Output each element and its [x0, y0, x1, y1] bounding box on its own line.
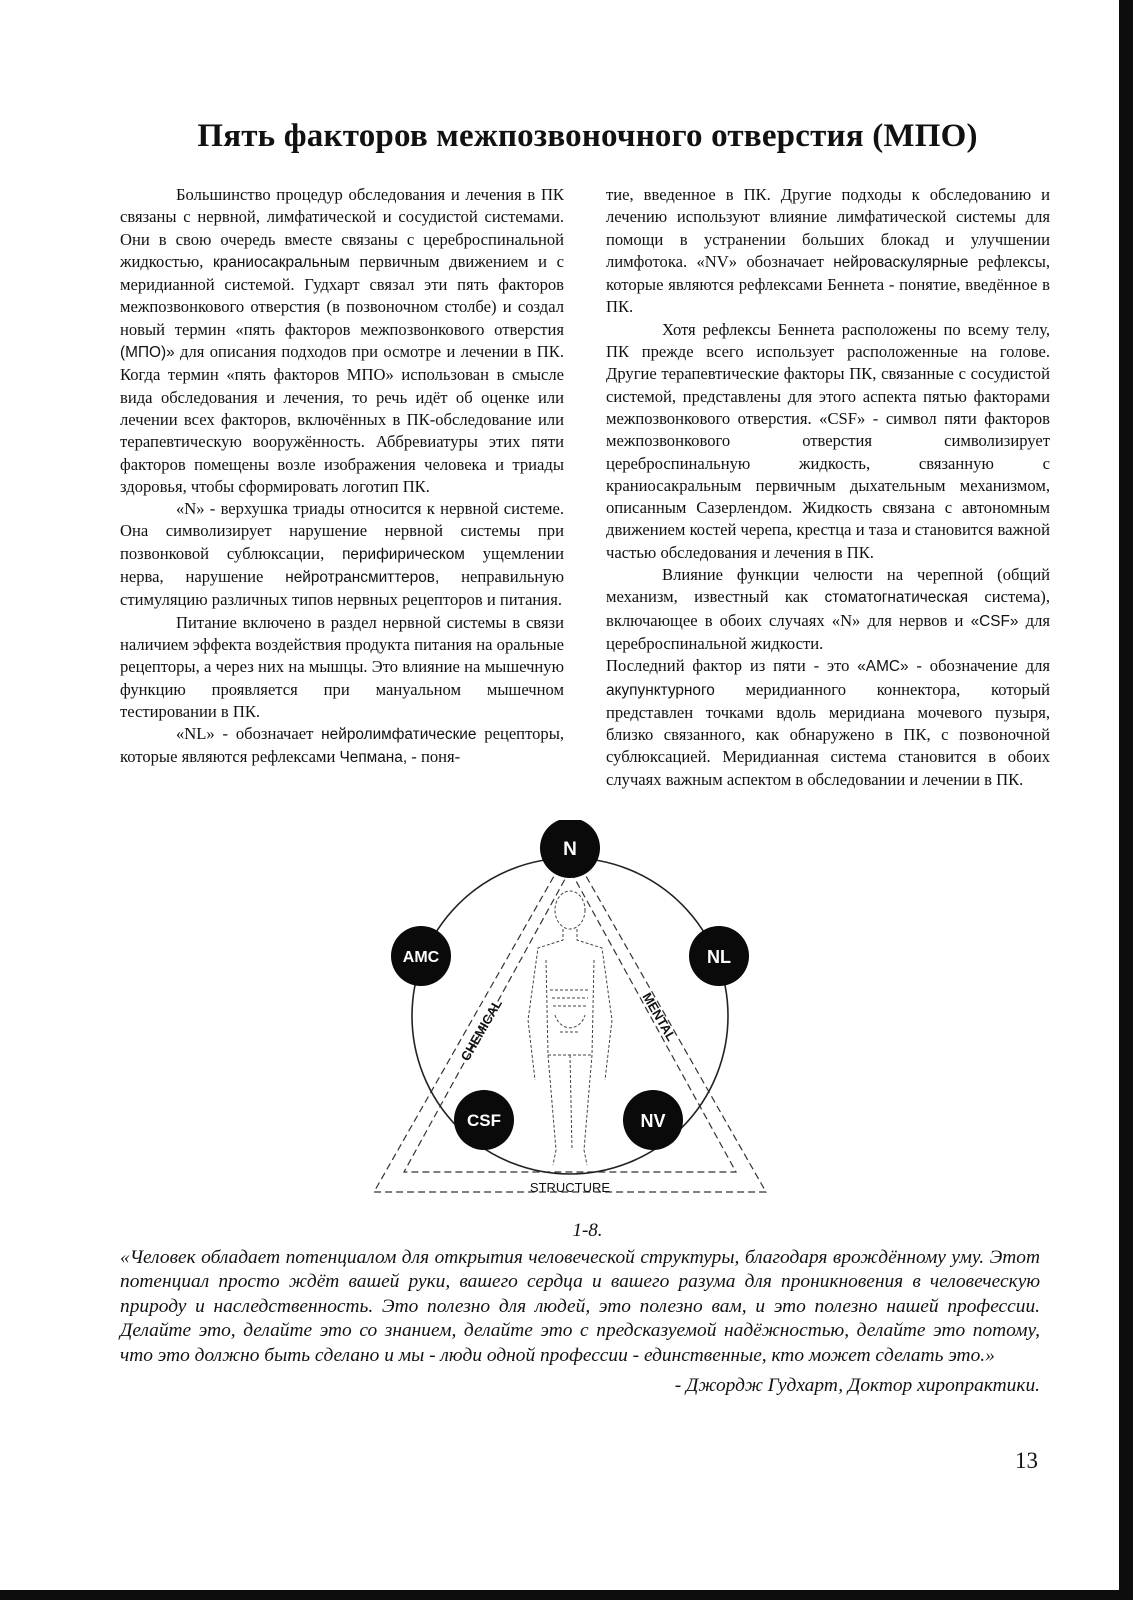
node-nv	[623, 1090, 683, 1150]
left-paragraph-4	[120, 723, 564, 770]
quote-block	[120, 1246, 1040, 1398]
term-craniosacral: краниосакральным	[213, 253, 350, 271]
node-nl-label: NL	[707, 947, 731, 967]
right-paragraph-3	[606, 564, 1050, 655]
node-csf-label: CSF	[467, 1111, 501, 1130]
page-number: 13	[1015, 1448, 1038, 1473]
scan-edge-right	[1119, 0, 1133, 1600]
text-run: первичным движением и с меридианной системой. Гудхарт связал эти пять факторов межпозвонкового отверстия (в позвоночном столбе) и создал новый термин «пять факторов межпозвонкового отверстия	[120, 251, 564, 339]
human-figure	[528, 891, 612, 1165]
text-run: Последний фактор из пяти - это	[606, 656, 858, 676]
quote-signature: - Джордж Гудхарт, Доктор хиропрактики.	[674, 1375, 1040, 1397]
term-neurovascular: нейроваскулярные	[833, 253, 969, 271]
node-nv-label: NV	[640, 1111, 666, 1131]
text-run: система), включающее в обоих случаях «N» для нервов и	[606, 587, 1050, 630]
term-chapman: Чепмана,	[339, 749, 408, 767]
text-run: «NL» - обозначает	[176, 724, 322, 744]
text-run: - обозначение для	[908, 656, 1050, 676]
text-run: Большинство процедур обследования и лечения в ПК связаны с нервной, лимфатической и сосудистой системами. Они в свою очередь вместе связаны с цереброспинальной жидкостью,	[120, 185, 564, 271]
text-run: - поня-	[407, 747, 461, 767]
ipf-logo-diagram	[360, 820, 800, 1220]
node-n	[540, 820, 600, 878]
node-amc-label: AMC	[402, 949, 440, 966]
text-run: неправильную стимуляцию различных типов нервных рецепторов и питания.	[120, 567, 564, 610]
left-column	[120, 184, 564, 770]
triad-triangle	[374, 848, 766, 1192]
right-paragraph-1	[606, 184, 1050, 319]
node-n-label: N	[563, 839, 577, 860]
right-paragraph-2: Хотя рефлексы Беннета расположены по всему телу, ПК прежде всего использует расположенные на голове. Другие терапевтические факторы ПК, связанные с сосудистой системой, представлены для этого аспекта пятью факторами межпозвонкового отверстия. «CSF» - символ пяти факторов межпозвонкового отверстия символизирует цереброспинальную жидкость, связанную с краниосакральным первичным дыхательным механизмом, описанным Сазерлендом. Жидкость связана с автономным движением костей черепа, крестца и таза и становится важной частью обследования и лечения в ПК.	[606, 319, 1050, 562]
text-run: меридианного коннектора, который представлен точками вдоль меридиана мочевого пузыря, близко связанного, как обнаружено в ПК, с позвоночной сублюксацией. Меридианная система становится в обоих случаях важным аспектом в обследовании и лечении в ПК.	[606, 679, 1050, 789]
term-ifo: (МПО)»	[120, 344, 175, 362]
right-column	[606, 184, 1050, 791]
label-mental: MENTAL	[639, 990, 679, 1044]
text-run: тие, введенное в ПК. Другие подходы к обследованию и лечению используют влияние лимфатической системы для помощи в устранении больших блокад и улучшении лимфотока. «NV» обозначает	[606, 185, 1050, 271]
quote-text: «Человек обладает потенциалом для открытия человеческой структуры, благодаря врождённому уму. Этот потенциал просто ждёт вашей руки, вашего сердца и вашего разума для проникновения в человеческую природу и наследственность. Это полезно для людей, это полезно вам, и это полезно нашей профессии. Делайте это, делайте это со знанием, делайте это с предсказуемой надёжностью, делайте это потому, что это должно быть сделано и мы - люди одной профессии - единственные, кто может сделать это.»	[120, 1247, 1040, 1366]
term-amc: «АМС»	[857, 658, 909, 676]
term-neurolymphatic: нейролимфатические	[321, 726, 477, 744]
text-run: ущемлении нерва, нарушение	[120, 543, 564, 587]
text-run: рефлексы, которые являются рефлексами Беннета - понятие, введённое в ПК.	[606, 251, 1050, 317]
term-csf: «CSF»	[970, 612, 1019, 630]
scan-edge-bottom	[0, 1590, 1133, 1600]
term-stomatognathic: стоматогнатическая	[824, 589, 969, 607]
text-run: для цереброспинальной жидкости.	[606, 610, 1050, 653]
term-peripheral: перифирическом	[342, 545, 465, 563]
right-paragraph-4	[606, 655, 1050, 791]
node-csf	[454, 1090, 514, 1150]
page-title: Пять факторов межпозвоночного отверстия (МПО)	[197, 118, 978, 154]
term-acupuncture: акупунктурного	[606, 681, 715, 699]
left-paragraph-2	[120, 498, 564, 611]
left-paragraph-1	[120, 184, 564, 498]
node-amc	[391, 926, 451, 986]
term-neurotransmitters: нейротрансмиттеров,	[285, 569, 440, 587]
text-run: для описания подходов при осмотре и лечении в ПК. Когда термин «пять факторов МПО» использован в смысле вида обследования и лечения, то речь идёт об оценке или лечении всех факторов, включённых в ПК-обследование или терапевтическую вооружённость. Аббревиатуры этих пяти факторов помещены возле изображения человека и триады здоровья, чтобы сформировать логотип ПК.	[120, 342, 564, 496]
left-paragraph-3: Питание включено в раздел нервной системы в связи наличием эффекта воздействия продукта питания на оральные рецепторы, а через них на мышцы. Это влияние на мышечную функцию проявляется при мануальном мышечном тестировании в ПК.	[120, 612, 564, 721]
label-structure: STRUCTURE	[529, 1180, 611, 1195]
text-run: рецепторы, которые являются рефлексами	[120, 724, 564, 767]
figure-caption: 1-8.	[572, 1220, 603, 1241]
text-run: Влияние функции челюсти на черепной (общий механизм, известный как	[606, 565, 1050, 607]
node-nl	[689, 926, 749, 986]
label-chemical: CHEMICAL	[457, 996, 505, 1064]
text-run: «N» - верхушка триады относится к нервной системе. Она символизирует нарушение нервной системы при позвонковой сублюксации,	[120, 499, 564, 563]
